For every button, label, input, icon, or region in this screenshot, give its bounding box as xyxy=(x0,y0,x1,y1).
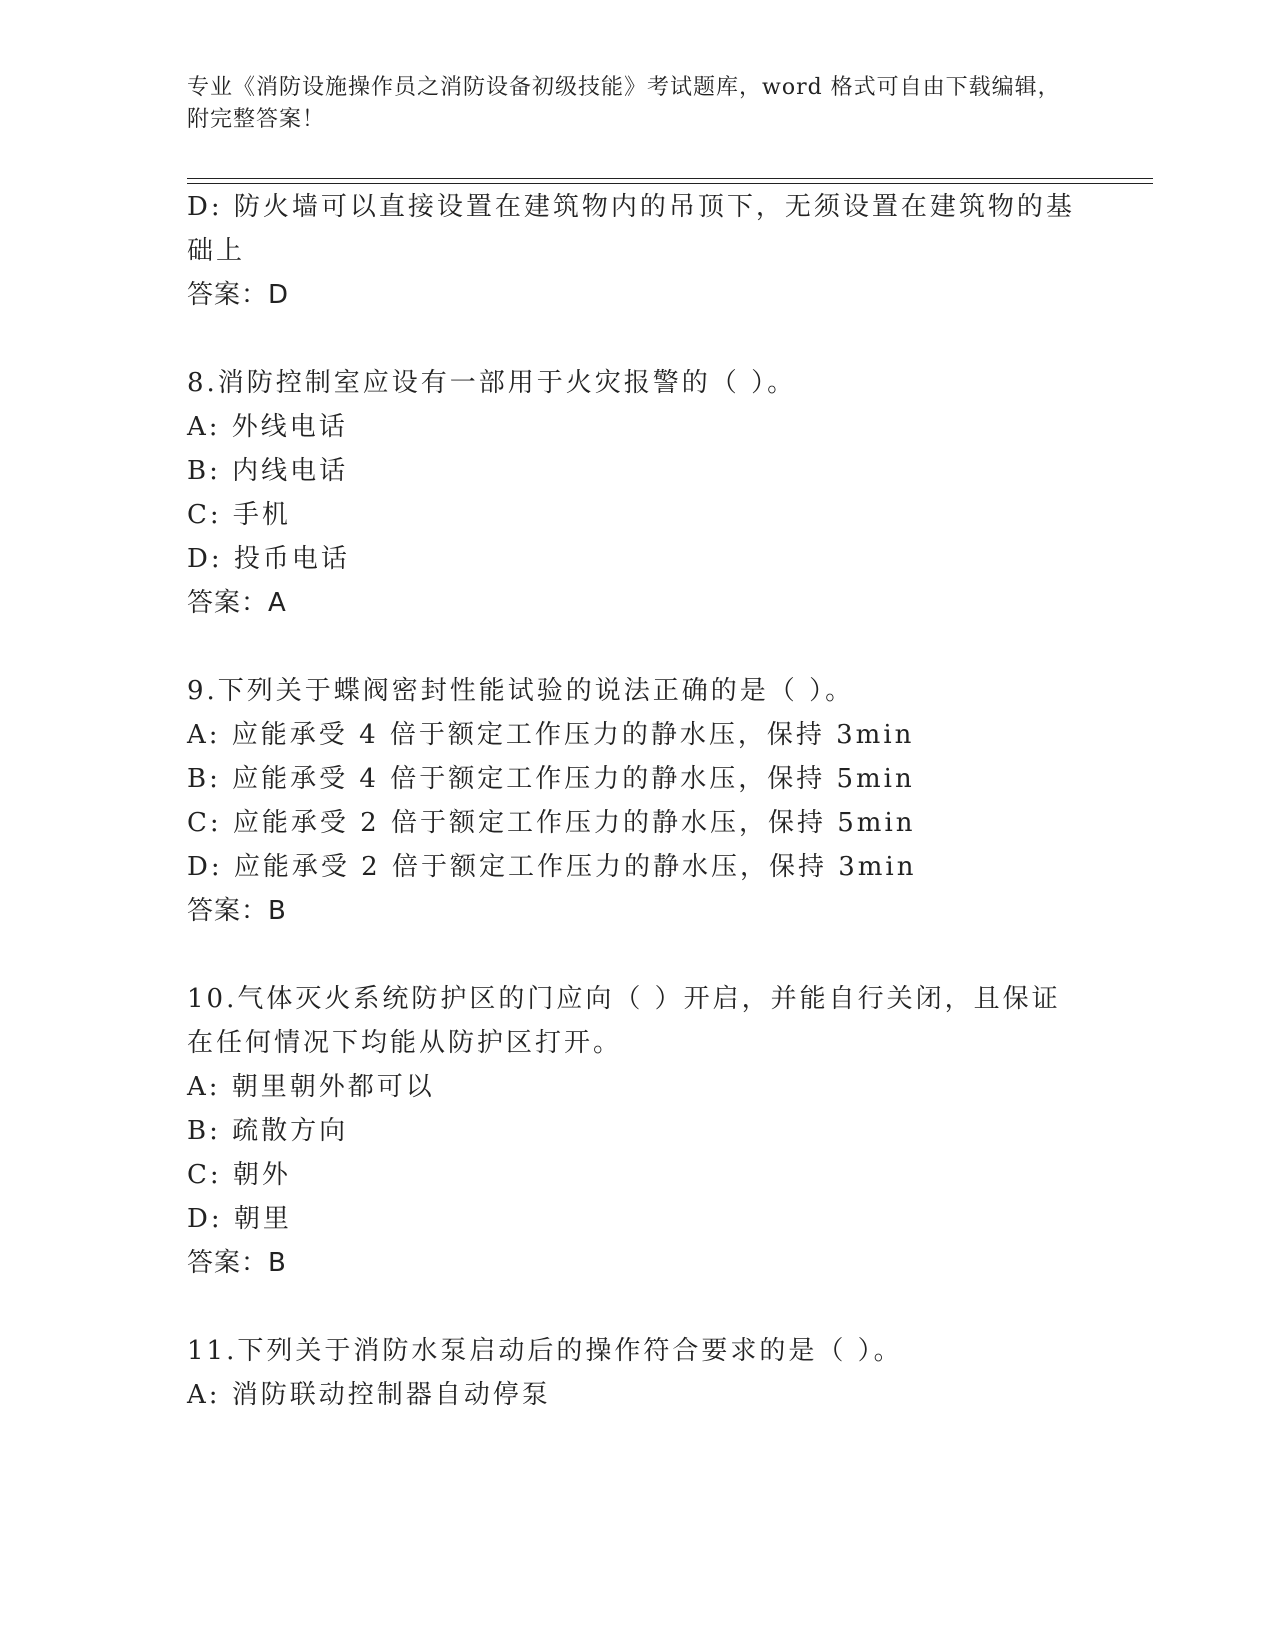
q11-option-a: A: 消防联动控制器自动停泵 xyxy=(187,1380,551,1410)
header-divider-top xyxy=(187,178,1153,179)
document-header: 专业《消防设施操作员之消防设备初级技能》考试题库，word 格式可自由下载编辑，附完整答案！ xyxy=(187,75,1061,132)
q8-stem: 8.消防控制室应设有一部用于火灾报警的（ ）。 xyxy=(187,368,797,398)
q9-answer: 答案：B xyxy=(187,896,287,926)
q8-answer: 答案：A xyxy=(187,588,287,618)
q10-option-a: A: 朝里朝外都可以 xyxy=(187,1072,435,1102)
q9-option-d: D: 应能承受 2 倍于额定工作压力的静水压，保持 3min xyxy=(187,852,917,882)
q8-option-c: C: 手机 xyxy=(187,500,291,530)
q9-stem: 9.下列关于蝶阀密封性能试验的说法正确的是（ ）。 xyxy=(187,676,855,706)
q9-option-c: C: 应能承受 2 倍于额定工作压力的静水压，保持 5min xyxy=(187,808,916,838)
q10-option-c: C: 朝外 xyxy=(187,1160,291,1190)
q7-answer: 答案：D xyxy=(187,280,290,310)
q7-option-d-line1: D: 防火墙可以直接设置在建筑物内的吊顶下，无须设置在建筑物的基 xyxy=(187,192,1075,222)
q10-stem-line2: 在任何情况下均能从防护区打开。 xyxy=(187,1028,623,1058)
q9-option-b: B: 应能承受 4 倍于额定工作压力的静水压，保持 5min xyxy=(187,764,915,794)
header-divider-bottom xyxy=(187,183,1153,184)
q10-option-b: B: 疏散方向 xyxy=(187,1116,349,1146)
q10-option-d: D: 朝里 xyxy=(187,1204,292,1234)
q8-option-d: D: 投币电话 xyxy=(187,544,350,574)
q8-option-a: A: 外线电话 xyxy=(187,412,348,442)
q10-stem-line1: 10.气体灭火系统防护区的门应向（ ）开启，并能自行关闭，且保证 xyxy=(187,984,1061,1014)
q8-option-b: B: 内线电话 xyxy=(187,456,349,486)
q11-stem: 11.下列关于消防水泵启动后的操作符合要求的是（ ）。 xyxy=(187,1336,903,1366)
q9-option-a: A: 应能承受 4 倍于额定工作压力的静水压，保持 3min xyxy=(187,720,915,750)
q10-answer: 答案：B xyxy=(187,1248,287,1278)
q7-option-d-line2: 础上 xyxy=(187,236,246,266)
